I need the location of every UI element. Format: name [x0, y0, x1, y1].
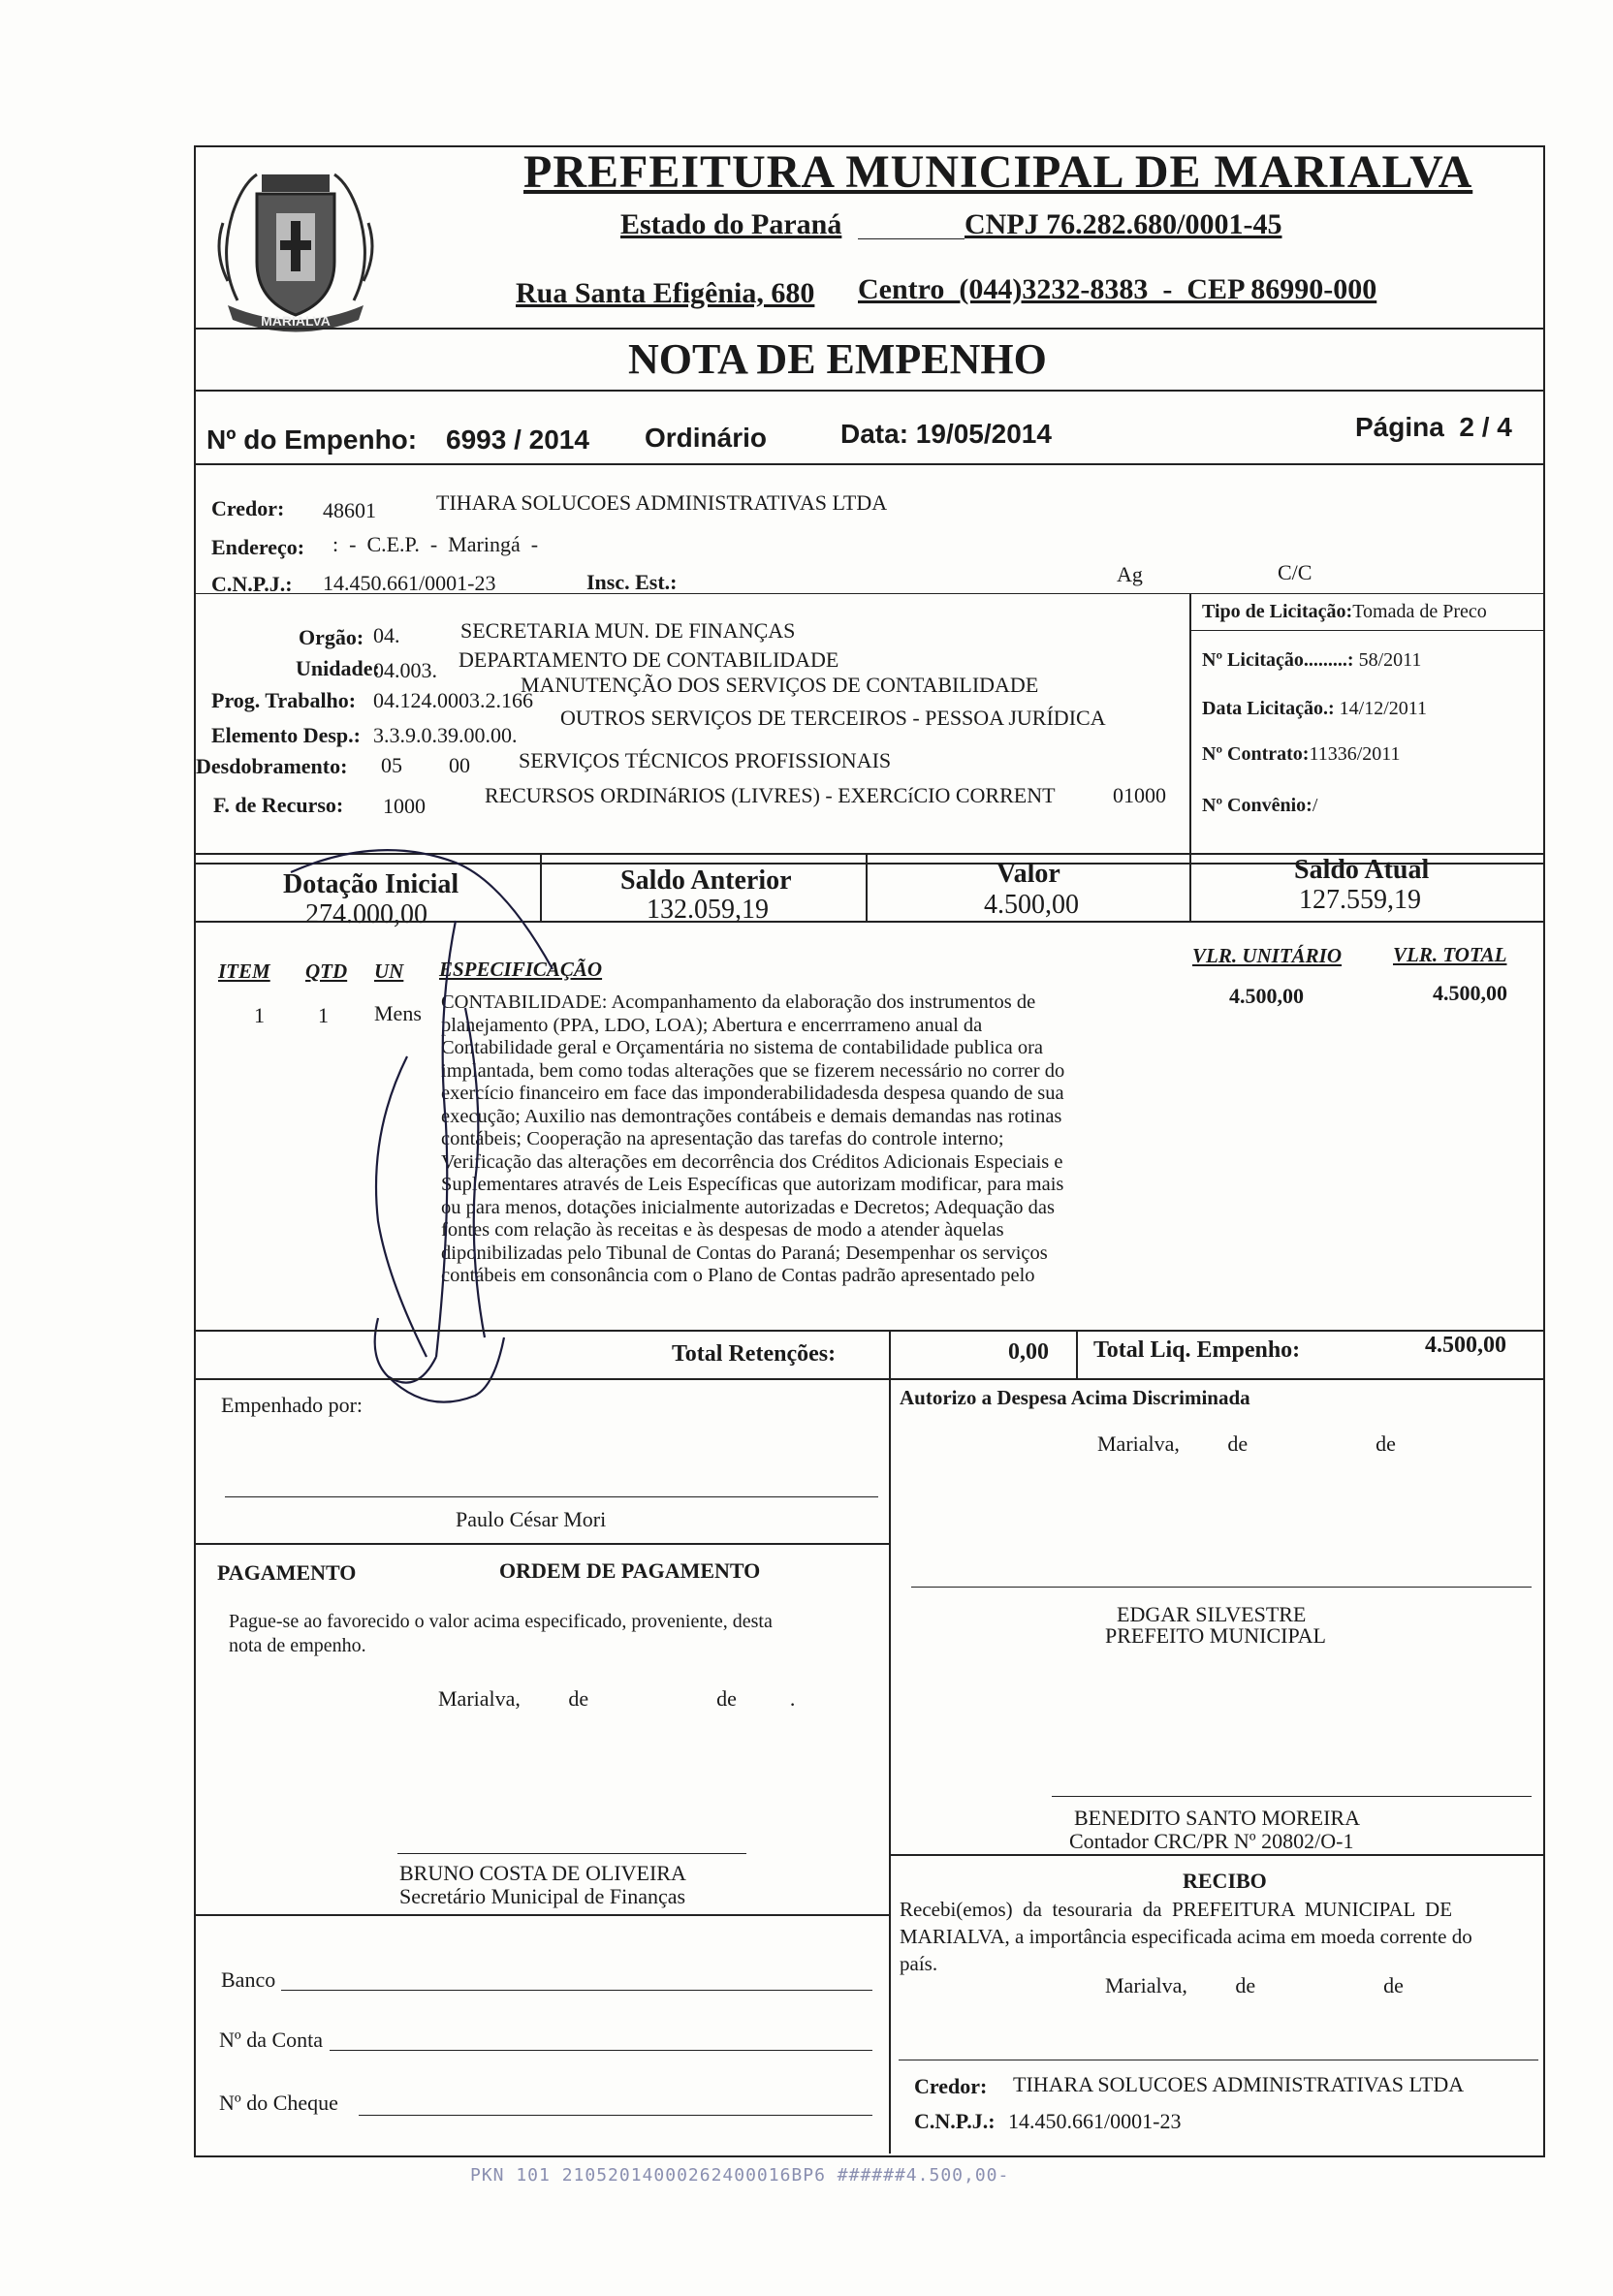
cnpj-label: C.N.P.J.: [211, 572, 293, 596]
empenho-label: Nº do Empenho: [206, 425, 418, 455]
recibo-place-date: Marialva, de de [1105, 1973, 1404, 1997]
item-vlr-unitario: 4.500,00 [1229, 984, 1304, 1008]
recurso-num: 01000 [1113, 783, 1166, 807]
spec-line: diponibilizadas pelo Tibunal de Contas do Paraná; Desempenhar os serviços [441, 1242, 1048, 1264]
num-licitacao-value: 58/2011 [1358, 649, 1422, 671]
empenho-type: Ordinário [645, 423, 768, 453]
data-licitacao-label: Data Licitação.: [1202, 698, 1335, 719]
pagamento-label: PAGAMENTO [217, 1560, 357, 1585]
recibo-cnpj-label: C.N.P.J.: [914, 2109, 996, 2133]
insc-est-label: Insc. Est.: [586, 570, 678, 594]
spec-line: execução; Auxilio nas demontrações contábeis e demais demandas nas rotinas [441, 1105, 1062, 1127]
spec-line: contábeis; Cooperação na apresentação das tarefas do controle interno; [441, 1128, 1004, 1149]
secretario-name: BRUNO COSTA DE OLIVEIRA [399, 1861, 686, 1885]
tipo-licitacao-value: Tomada de Preco [1352, 601, 1487, 622]
org-contact: Centro (044)3232-8383 - CEP 86990-000 [858, 273, 1377, 305]
prog-name: MANUTENÇÃO DOS SERVIÇOS DE CONTABILIDADE [521, 673, 1039, 697]
item-vlr-total: 4.500,00 [1433, 981, 1507, 1005]
desdob-code1: 05 [381, 753, 402, 777]
credor-name: TIHARA SOLUCOES ADMINISTRATIVAS LTDA [436, 490, 888, 515]
credor-label: Credor: [211, 496, 285, 520]
empenho-number: 6993 / 2014 [446, 425, 589, 455]
dotacao-label: Dotação Inicial [283, 869, 459, 899]
data-licitacao-value: 14/12/2011 [1339, 698, 1428, 719]
contrato-value: 11336/2011 [1309, 743, 1401, 765]
item-number: 1 [254, 1003, 265, 1027]
secretario-title: Secretário Municipal de Finanças [399, 1884, 686, 1908]
col-un: UN [374, 959, 404, 983]
orgao-label: Orgão: [299, 625, 364, 649]
pague-place-date: Marialva, de de . [438, 1686, 796, 1711]
elemento-name: OUTROS SERVIÇOS DE TERCEIROS - PESSOA JURÍDICA [560, 706, 1106, 730]
cnpj-value: 14.450.661/0001-23 [323, 571, 496, 595]
col-spec: ESPECIFICAÇÃO [439, 958, 603, 981]
saldo-atual-label: Saldo Atual [1294, 855, 1430, 885]
empenhado-name: Paulo César Mori [456, 1507, 607, 1531]
valor-label: Valor [996, 859, 1060, 889]
footer-print-stamp: PKN 101 21052014000262400016BP6 ######4.500,00- [470, 2165, 1010, 2186]
saldo-anterior-value: 132.059,19 [647, 895, 769, 925]
page-number: Página 2 / 4 [1355, 412, 1512, 442]
contador-name: BENEDITO SANTO MOREIRA [1074, 1806, 1360, 1830]
emblem-ribbon-text: MARIALVA [261, 313, 331, 329]
spec-line: ou para menos, dotações inicialmente autorizadas e Decretos; Adequação das [441, 1196, 1055, 1218]
desdob-label: Desdobramento: [196, 754, 348, 778]
item-un: Mens [374, 1001, 422, 1025]
empenhado-label: Empenhado por: [221, 1393, 364, 1417]
item-qtd: 1 [318, 1003, 329, 1027]
col-vlr-unitario: VLR. UNITÁRIO [1192, 944, 1343, 967]
num-licitacao-label: Nº Licitação.........: [1202, 649, 1354, 671]
spec-line: exercício financeiro em face das imponderabilidadesda despesa quando de sua [441, 1083, 1064, 1104]
recibo-label: RECIBO [1183, 1869, 1267, 1893]
empenho-date: Data: 19/05/2014 [840, 419, 1052, 449]
recibo-credor-label: Credor: [914, 2074, 988, 2098]
desdob-code2: 00 [449, 753, 470, 777]
autorizo-place-date: Marialva, de de [1097, 1431, 1396, 1456]
spec-line: fontes com relação às receitas e às despesas de modo a atender àquelas [441, 1219, 1004, 1241]
orgao-code: 04. [373, 623, 400, 647]
contador-title: Contador CRC/PR Nº 20802/O-1 [1069, 1829, 1354, 1853]
spec-line: implantada, bem como todas alterações que se fizerem necessário no correr do [441, 1059, 1065, 1082]
cheque-label: Nº do Cheque [219, 2091, 338, 2115]
recurso-name: RECURSOS ORDINáRIOS (LIVRES) - EXERCíCIO CORRENT [485, 783, 1056, 807]
pague-line-2: nota de empenho. [229, 1635, 366, 1656]
ag-label: Ag [1117, 562, 1143, 586]
prog-label: Prog. Trabalho: [211, 688, 357, 712]
dotacao-value: 274.000,00 [305, 899, 427, 929]
credor-code: 48601 [323, 498, 376, 522]
desdob-name: SERVIÇOS TÉCNICOS PROFISSIONAIS [519, 748, 892, 772]
prog-code: 04.124.0003.2.166 [373, 688, 533, 712]
org-cnpj: CNPJ 76.282.680/0001-45 [965, 208, 1282, 240]
recibo-cnpj-value: 14.450.661/0001-23 [1008, 2109, 1182, 2133]
coat-of-arms-icon [199, 145, 393, 339]
unidade-label: Unidade: [296, 656, 380, 680]
unidade-code: 04.003. [373, 658, 437, 682]
spec-line: CONTABILIDADE: Acompanhamento da elaboração dos instrumentos de [441, 991, 1036, 1013]
spec-line: Verificação das alterações em decorrência dos Créditos Adicionais Especiais e [441, 1150, 1063, 1173]
pague-line-1: Pague-se ao favorecido o valor acima especificado, proveniente, desta [229, 1611, 773, 1632]
total-liq-label: Total Liq. Empenho: [1093, 1337, 1301, 1363]
col-vlr-total: VLR. TOTAL [1393, 943, 1507, 966]
spec-line: Suplementares através de Leis Específicas que autorizam modificar, para mais [441, 1174, 1064, 1195]
state-name: Estado do Paraná [620, 208, 842, 240]
contrato-label: Nº Contrato: [1202, 743, 1310, 765]
org-address: Rua Santa Efigênia, 680 [516, 277, 815, 309]
handwritten-signature-icon [262, 814, 669, 1434]
total-retencoes-label: Total Retenções: [672, 1341, 837, 1367]
recurso-label: F. de Recurso: [213, 793, 344, 817]
convenio-label: Nº Convênio: [1202, 795, 1313, 816]
col-qtd: QTD [305, 959, 348, 983]
elemento-label: Elemento Desp.: [211, 723, 361, 747]
prefeito-name: EDGAR SILVESTRE [1117, 1602, 1307, 1626]
ordem-pagamento-label: ORDEM DE PAGAMENTO [499, 1558, 761, 1583]
convenio-value: / [1312, 795, 1318, 816]
endereco-value: : - C.E.P. - Maringá - [332, 532, 539, 556]
saldo-anterior-label: Saldo Anterior [620, 865, 792, 896]
cc-label: C/C [1278, 560, 1313, 584]
autorizo-label: Autorizo a Despesa Acima Discriminada [900, 1386, 1250, 1409]
total-liq-value: 4.500,00 [1425, 1333, 1506, 1358]
recibo-credor-value: TIHARA SOLUCOES ADMINISTRATIVAS LTDA [1013, 2072, 1465, 2096]
banco-label: Banco [221, 1967, 276, 1992]
org-name: PREFEITURA MUNICIPAL DE MARIALVA [523, 146, 1473, 198]
recibo-line-1: Recebi(emos) da tesouraria da PREFEITURA MUNICIPAL DE [900, 1898, 1453, 1921]
conta-label: Nº da Conta [219, 2028, 324, 2052]
recibo-line-3: país. [900, 1952, 938, 1975]
spec-line: contábeis em consonância com o Plano de Contas padrão apresentado pelo [441, 1265, 1035, 1286]
elemento-code: 3.3.9.0.39.00.00. [373, 723, 518, 747]
endereco-label: Endereço: [211, 535, 305, 559]
saldo-atual-value: 127.559,19 [1299, 885, 1421, 915]
spec-line: Contabilidade geral e Orçamentária no sistema de contabilidade publica ora [441, 1037, 1044, 1058]
orgao-name: SECRETARIA MUN. DE FINANÇAS [460, 618, 796, 643]
prefeito-title: PREFEITO MUNICIPAL [1105, 1623, 1326, 1648]
tipo-licitacao-label: Tipo de Licitação: [1202, 601, 1353, 622]
unidade-name: DEPARTAMENTO DE CONTABILIDADE [459, 647, 839, 672]
recibo-line-2: MARIALVA, a importância especificada acima em moeda corrente do [900, 1925, 1472, 1948]
total-retencoes-value: 0,00 [1008, 1339, 1049, 1365]
valor-value: 4.500,00 [984, 890, 1079, 920]
spec-line: planejamento (PPA, LDO, LOA); Abertura e encerrrameno anual da [441, 1014, 983, 1036]
col-item: ITEM [218, 959, 270, 983]
doc-title: NOTA DE EMPENHO [628, 335, 1047, 383]
recurso-code: 1000 [383, 794, 426, 818]
